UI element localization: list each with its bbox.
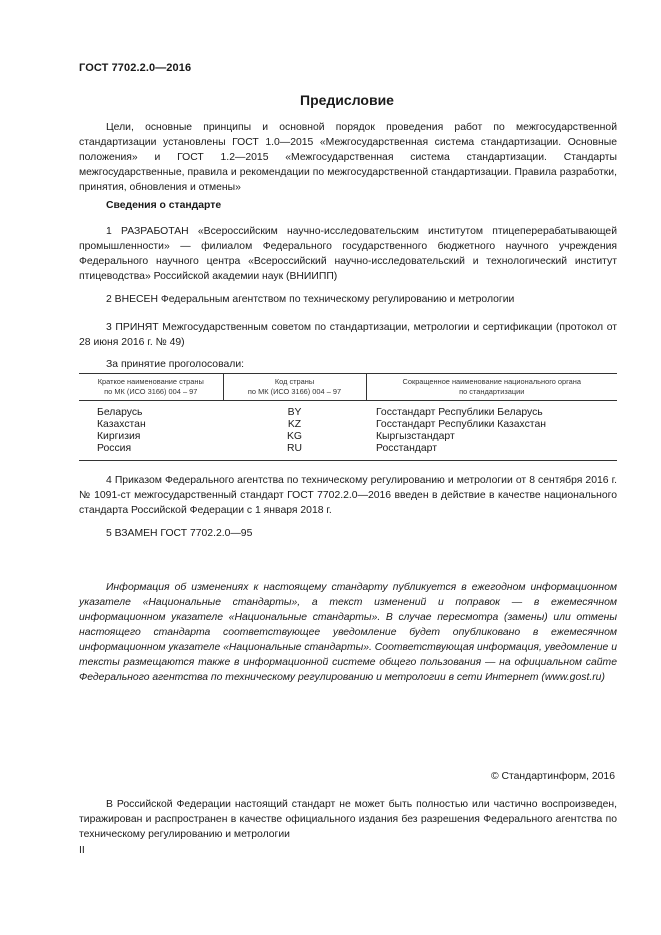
cell-country: Беларусь	[97, 407, 143, 418]
item-developed-by: 1 РАЗРАБОТАН «Всероссийским научно-исследовательским институтом птицеперерабатывающей промышленности» — филиалом Федерального государственного бюджетного научного учреждения Федерального научного центра «Всероссийский научно-исследовательский и технологический институт птицеводства» Российской академии наук (ВНИИПП)	[79, 226, 617, 282]
intro-paragraph: Цели, основные принципы и основной порядок проведения работ по межгосударственной стандартизации установлены ГОСТ 1.0—2015 «Межгосударственная система стандартизации. Основные положения» и ГОСТ 1.2—2015 «Межгосударственная система стандартизации. Стандарты межгосударственные, правила и рекомендации по межгосударственной стандартизации. Правила разработки, принятия, обновления и отмены»	[79, 122, 617, 193]
document-header-id: ГОСТ 7702.2.0—2016	[79, 62, 192, 74]
cell-body: Росстандарт	[366, 443, 617, 461]
cell-code: BY	[287, 407, 302, 418]
header-body-line2: по стандартизации	[459, 387, 525, 396]
vote-table-header-row	[79, 374, 617, 401]
copyright-line: © Стандартинформ, 2016	[490, 771, 615, 782]
cell-code: KG	[286, 431, 302, 442]
reproduction-notice: В Российской Федерации настоящий стандарт не может быть полностью или частично воспроизведен, тиражирован и распространен в качестве официального издания без разрешения Федерального агентства по техническому регулированию и метрологии	[79, 799, 617, 840]
standard-info-heading: Сведения о стандарте	[106, 200, 222, 211]
page-title: Предисловие	[300, 92, 394, 108]
item-adopted-by: 3 ПРИНЯТ Межгосударственным советом по стандартизации, метрологии и сертификации (протокол от 28 июня 2016 г. № 49)	[79, 322, 617, 348]
item-replaces: 5 ВЗАМЕН ГОСТ 7702.2.0—95	[106, 528, 253, 539]
header-code-line1: Код страны	[274, 377, 315, 386]
table-row	[79, 401, 617, 420]
header-national-body	[366, 374, 617, 401]
header-country-line1: Краткое наименование страны	[97, 377, 204, 386]
table-row	[79, 443, 617, 461]
cell-body: Госстандарт Республики Казахстан	[376, 419, 546, 430]
cell-country: Россия	[79, 443, 223, 461]
header-body-line1: Сокращенное наименование национального органа	[402, 377, 581, 386]
vote-caption: За принятие проголосовали:	[106, 359, 245, 370]
cell-body: Кыргызстандарт	[376, 431, 455, 442]
cell-code: RU	[223, 443, 366, 461]
header-code-line2: по МК (ИСО 3166) 004 – 97	[247, 387, 342, 396]
table-row	[79, 419, 617, 431]
cell-body: Госстандарт Республики Беларусь	[376, 407, 543, 418]
item-submitted-by: 2 ВНЕСЕН Федеральным агентством по техническому регулированию и метрологии	[106, 294, 515, 305]
header-country-code	[223, 374, 366, 401]
table-row	[79, 431, 617, 443]
vote-table	[79, 373, 617, 461]
cell-country: Киргизия	[97, 431, 141, 442]
page-number: II	[79, 845, 85, 856]
item-enacted-by-order: 4 Приказом Федерального агентства по техническому регулированию и метрологии от 8 сентября 2016 г. № 1091-ст межгосударственный стандарт ГОСТ 7702.2.0—2016 введен в действие в качестве национального стандарта Российской Федерации с 1 января 2018 г.	[79, 475, 617, 516]
cell-code: KZ	[287, 419, 302, 430]
changes-notice: Информация об изменениях к настоящему стандарту публикуется в ежегодном информационном указателе «Национальные стандарты», а текст изменений и поправок — в ежемесячном информационном указателе «Национальные стандарты». В случае пересмотра (замены) или отмены настоящего стандарта соответствующее уведомление будет опубликовано в ежемесячном информационном указателе «Национальные стандарты». Соответствующая информация, уведомление и тексты размещаются также в информационной системе общего пользования — на официальном сайте Федерального агентства по техническому регулированию и метрологии в сети Интернет (www.gost.ru)	[79, 582, 617, 683]
cell-country: Казахстан	[97, 419, 146, 430]
header-country-name	[79, 374, 223, 401]
header-country-line2: по МК (ИСО 3166) 004 – 97	[104, 387, 198, 396]
